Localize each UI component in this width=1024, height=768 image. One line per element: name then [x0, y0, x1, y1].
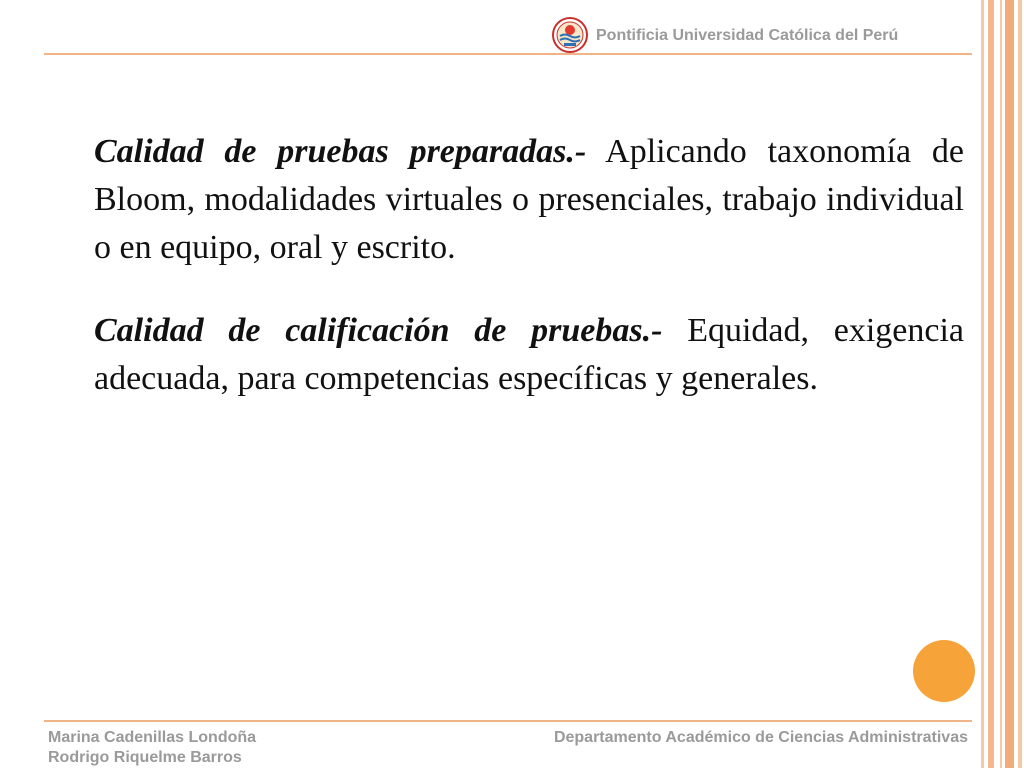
- paragraph-body: Equidad, exigencia adecuada, para competencias específicas y generales.: [94, 312, 965, 397]
- footer-divider: [44, 720, 972, 722]
- paragraph-pruebas-preparadas: [94, 128, 964, 272]
- stripe: [1005, 0, 1014, 768]
- university-name: Pontificia Universidad Católica del Perú: [596, 27, 899, 44]
- university-seal-icon: [552, 17, 588, 53]
- stripe: [988, 0, 994, 768]
- stripe: [1000, 0, 1002, 768]
- paragraph-body: Aplicando taxonomía de Bloom, modalidades virtuales o presenciales, trabajo individual o en equipo, oral y escrito.: [94, 133, 965, 266]
- footer-author-1: Marina Cadenillas Londoña: [48, 729, 257, 746]
- footer-author-2: Rodrigo Riquelme Barros: [48, 749, 242, 766]
- paragraph-title: Calidad de calificación de pruebas.-: [94, 312, 663, 349]
- header-divider: [44, 53, 972, 55]
- stripe: [981, 0, 984, 768]
- decorative-circle: [913, 640, 975, 702]
- slide-content: [94, 128, 964, 438]
- paragraph-calificacion-pruebas: [94, 307, 964, 403]
- stripe: [1018, 0, 1022, 768]
- footer-department: Departamento Académico de Ciencias Administrativas: [553, 729, 968, 746]
- side-decoration-stripes: [976, 0, 1024, 768]
- paragraph-title: Calidad de pruebas preparadas.-: [94, 133, 587, 170]
